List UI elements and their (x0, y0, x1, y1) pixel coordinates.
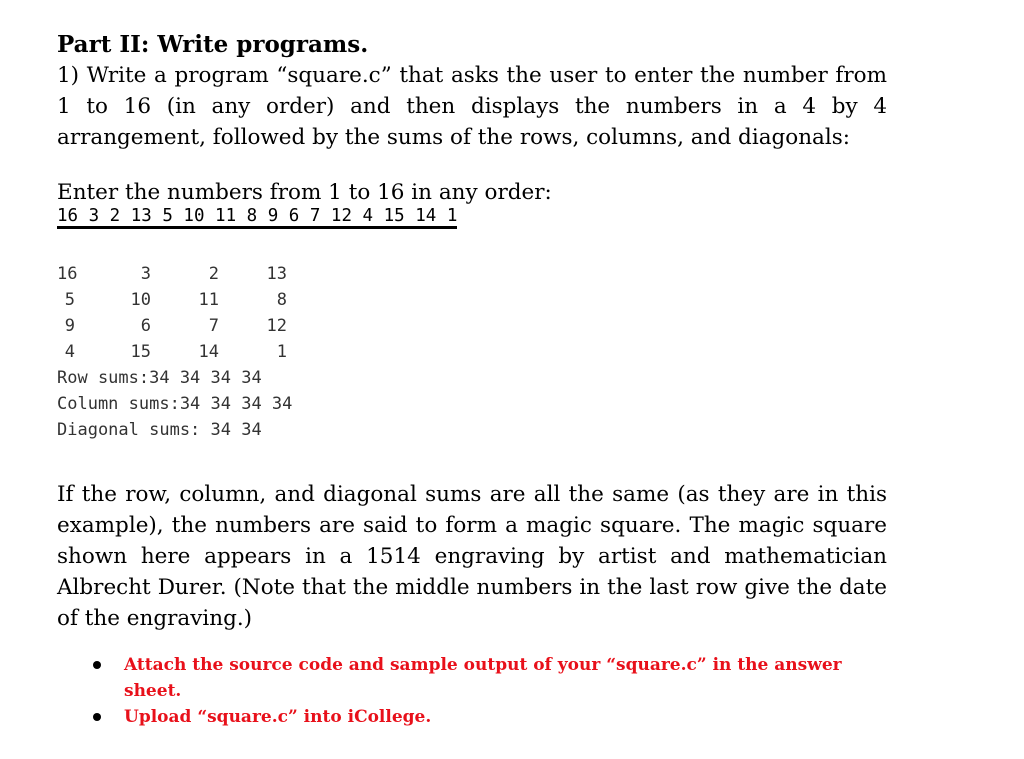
list-item (57, 652, 887, 704)
grid-cell: 12 (266, 316, 287, 336)
grid-cell: 6 (140, 316, 151, 336)
grid-cell: 15 (130, 342, 151, 362)
grid-cell: 2 (208, 264, 219, 284)
diagonal-sums: Diagonal sums: 34 34 (57, 420, 262, 440)
section-heading: Part II: Write programs. (57, 31, 369, 58)
grid-cell: 10 (130, 290, 151, 310)
list-item (57, 704, 887, 730)
magic-square-explanation: If the row, column, and diagonal sums are all the same (as they are in this example), the numbers are said to form a magic square. The magic square shown here appears in a 1514 engraving by artist and mathematician Albrecht Durer. (Note that the middle numbers in the last row give the date of the engraving.) (57, 482, 887, 631)
grid-row (57, 313, 887, 339)
row-sums: Row sums:34 34 34 34 (57, 368, 262, 388)
bullet-icon (93, 661, 101, 669)
grid-cell: 4 (64, 342, 75, 362)
grid-cell: 5 (64, 290, 75, 310)
instructions-list (57, 652, 887, 730)
grid-row (57, 261, 887, 287)
grid-cell: 9 (64, 316, 75, 336)
input-prompt: Enter the numbers from 1 to 16 in any order: (57, 180, 552, 205)
bullet-icon (93, 713, 101, 721)
instruction-text: Attach the source code and sample output of your “square.c” in the answer sheet. (124, 655, 842, 701)
grid-cell: 11 (198, 290, 219, 310)
sample-output (57, 261, 887, 443)
grid-cell: 16 (57, 264, 78, 284)
grid-cell: 13 (266, 264, 287, 284)
problem-description: 1) Write a program “square.c” that asks the user to enter the number from 1 to 16 (in any order) and then displays the numbers in a 4 by 4 arrangement, followed by the sums of the rows, columns, and diagonals: (57, 63, 887, 150)
instruction-text: Upload “square.c” into iCollege. (124, 707, 432, 727)
document-page (57, 30, 887, 730)
column-sums: Column sums:34 34 34 34 (57, 394, 293, 414)
grid-cell: 3 (140, 264, 151, 284)
sample-input: 16 3 2 13 5 10 11 8 9 6 7 12 4 15 14 1 (57, 206, 457, 229)
grid-cell: 7 (208, 316, 219, 336)
sample-input-container (57, 206, 887, 229)
grid-row (57, 287, 887, 313)
grid-cell: 1 (276, 342, 287, 362)
grid-cell: 8 (276, 290, 287, 310)
grid-row (57, 339, 887, 365)
grid-cell: 14 (198, 342, 219, 362)
